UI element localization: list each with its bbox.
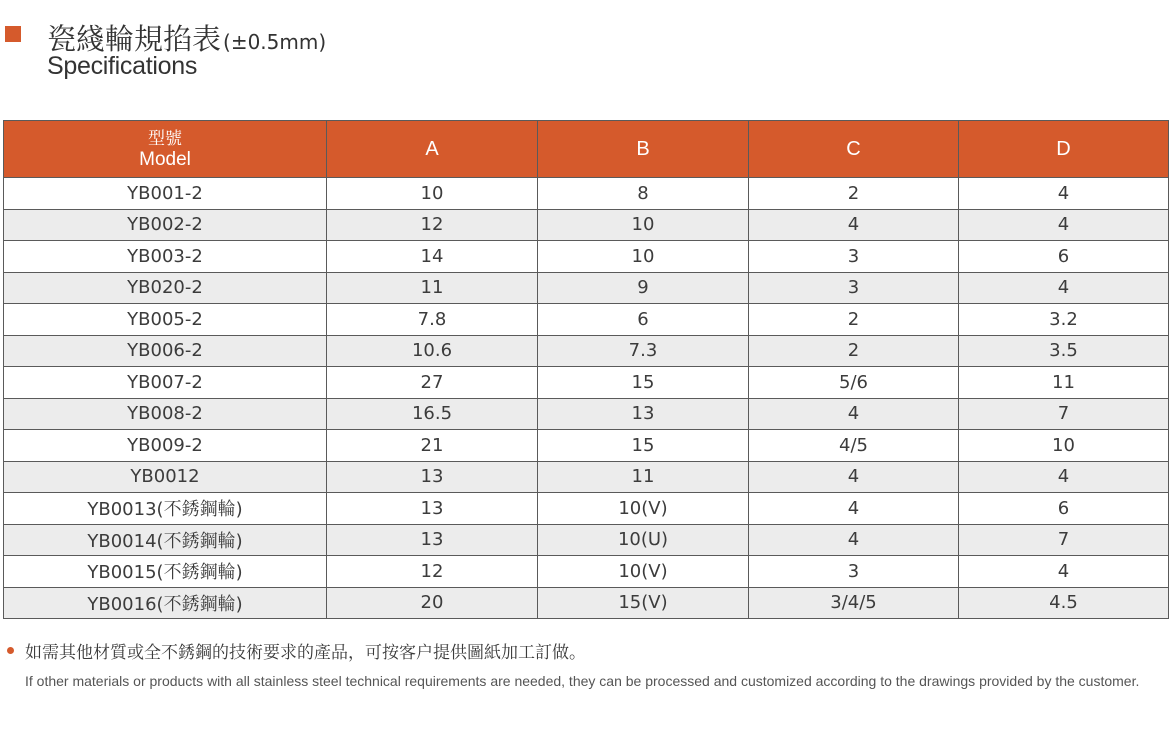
b-cell: 7.3 xyxy=(538,335,749,367)
table-header-row xyxy=(4,121,1169,178)
footnote-en: If other materials or products with all stainless steel technical requirements are needed, they can be processed and customized according to the drawings provided by the customer. xyxy=(25,673,1140,689)
d-cell: 11 xyxy=(959,367,1169,399)
model-cell: YB0012 xyxy=(4,461,327,493)
model-cell: YB006-2 xyxy=(4,335,327,367)
model-cell: YB007-2 xyxy=(4,367,327,399)
model-cell: YB0015(不銹鋼輪) xyxy=(4,556,327,588)
b-cell: 10(V) xyxy=(538,493,749,525)
d-cell: 6 xyxy=(959,241,1169,273)
a-cell: 27 xyxy=(327,367,538,399)
d-cell: 3.5 xyxy=(959,335,1169,367)
a-cell: 16.5 xyxy=(327,398,538,430)
c-cell: 2 xyxy=(749,335,959,367)
title-block xyxy=(0,0,1170,110)
a-cell: 10.6 xyxy=(327,335,538,367)
table-row xyxy=(4,272,1169,304)
b-cell: 11 xyxy=(538,461,749,493)
table-row xyxy=(4,556,1169,588)
model-cell: YB009-2 xyxy=(4,430,327,462)
d-cell: 7 xyxy=(959,398,1169,430)
column-header-model-en: Model xyxy=(139,148,191,170)
c-cell: 3 xyxy=(749,272,959,304)
a-cell: 20 xyxy=(327,587,538,619)
table-row xyxy=(4,430,1169,462)
table-row xyxy=(4,335,1169,367)
spec-table xyxy=(3,120,1169,619)
column-header-d: D xyxy=(959,121,1169,178)
table-row xyxy=(4,461,1169,493)
a-cell: 14 xyxy=(327,241,538,273)
model-cell: YB0016(不銹鋼輪) xyxy=(4,587,327,619)
page-title-en: Specifications xyxy=(47,52,198,80)
c-cell: 2 xyxy=(749,178,959,210)
d-cell: 6 xyxy=(959,493,1169,525)
table-row xyxy=(4,304,1169,336)
model-cell: YB003-2 xyxy=(4,241,327,273)
title-zh-text: 瓷綫輪規掐表 xyxy=(47,22,222,56)
a-cell: 10 xyxy=(327,178,538,210)
c-cell: 4 xyxy=(749,398,959,430)
b-cell: 10 xyxy=(538,209,749,241)
a-cell: 13 xyxy=(327,461,538,493)
d-cell: 4 xyxy=(959,461,1169,493)
model-cell: YB0013(不銹鋼輪) xyxy=(4,493,327,525)
c-cell: 5/6 xyxy=(749,367,959,399)
b-cell: 10(U) xyxy=(538,524,749,556)
column-header-a: A xyxy=(327,121,538,178)
a-cell: 12 xyxy=(327,556,538,588)
b-cell: 6 xyxy=(538,304,749,336)
b-cell: 15 xyxy=(538,430,749,462)
model-cell: YB005-2 xyxy=(4,304,327,336)
c-cell: 3 xyxy=(749,556,959,588)
column-header-model xyxy=(4,121,327,178)
table-row xyxy=(4,524,1169,556)
table-row xyxy=(4,367,1169,399)
c-cell: 4/5 xyxy=(749,430,959,462)
table-row xyxy=(4,398,1169,430)
column-header-model-zh: 型號 xyxy=(148,128,182,149)
a-cell: 12 xyxy=(327,209,538,241)
c-cell: 3 xyxy=(749,241,959,273)
c-cell: 4 xyxy=(749,461,959,493)
d-cell: 4 xyxy=(959,556,1169,588)
square-bullet-icon xyxy=(5,26,21,42)
b-cell: 10(V) xyxy=(538,556,749,588)
b-cell: 8 xyxy=(538,178,749,210)
table-row xyxy=(4,587,1169,619)
column-header-c: C xyxy=(749,121,959,178)
c-cell: 4 xyxy=(749,209,959,241)
b-cell: 15(V) xyxy=(538,587,749,619)
d-cell: 4 xyxy=(959,209,1169,241)
model-cell: YB001-2 xyxy=(4,178,327,210)
a-cell: 21 xyxy=(327,430,538,462)
model-cell: YB0014(不銹鋼輪) xyxy=(4,524,327,556)
c-cell: 2 xyxy=(749,304,959,336)
b-cell: 13 xyxy=(538,398,749,430)
column-header-b: B xyxy=(538,121,749,178)
d-cell: 10 xyxy=(959,430,1169,462)
model-cell: YB008-2 xyxy=(4,398,327,430)
b-cell: 15 xyxy=(538,367,749,399)
a-cell: 7.8 xyxy=(327,304,538,336)
a-cell: 13 xyxy=(327,493,538,525)
b-cell: 9 xyxy=(538,272,749,304)
footnote-zh: 如需其他材質或全不銹鋼的技術要求的產品，可按客户提供圖紙加工訂做。 xyxy=(25,643,586,663)
d-cell: 7 xyxy=(959,524,1169,556)
tolerance-label: (±0.5mm) xyxy=(223,30,327,54)
model-cell: YB002-2 xyxy=(4,209,327,241)
d-cell: 3.2 xyxy=(959,304,1169,336)
table-row xyxy=(4,209,1169,241)
a-cell: 13 xyxy=(327,524,538,556)
c-cell: 4 xyxy=(749,524,959,556)
a-cell: 11 xyxy=(327,272,538,304)
d-cell: 4 xyxy=(959,178,1169,210)
d-cell: 4.5 xyxy=(959,587,1169,619)
c-cell: 4 xyxy=(749,493,959,525)
table-row xyxy=(4,178,1169,210)
table-row xyxy=(4,493,1169,525)
table-body xyxy=(4,178,1169,619)
dot-bullet-icon xyxy=(7,647,14,654)
b-cell: 10 xyxy=(538,241,749,273)
d-cell: 4 xyxy=(959,272,1169,304)
table-row xyxy=(4,241,1169,273)
model-cell: YB020-2 xyxy=(4,272,327,304)
c-cell: 3/4/5 xyxy=(749,587,959,619)
